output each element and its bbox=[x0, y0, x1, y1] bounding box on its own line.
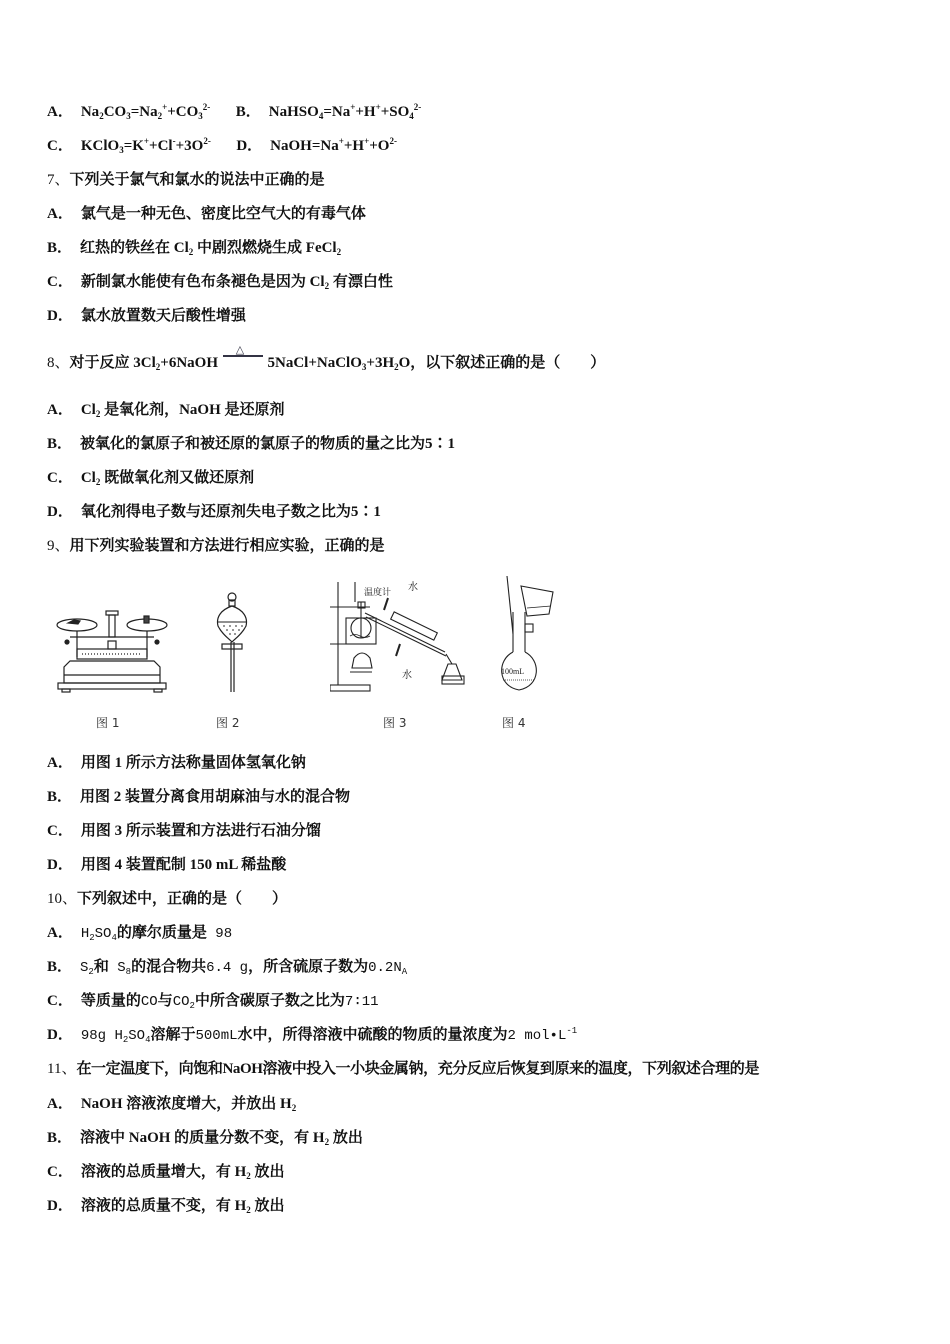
q10-option-d: D． 98g $H_2SO_4$溶解于500mL水中，所得溶液中硫酸的物质的量浓度为2 $mol•L^{-1}$ bbox=[47, 1026, 578, 1045]
q11-option-a: A． NaOH 溶液浓度增大，并放出 $H_2$ bbox=[47, 1096, 297, 1113]
q10-option-c: C． 等质量的CO与$CO_2$中所含碳原子数之比为7∶11 bbox=[47, 993, 379, 1011]
q11-option-c: C． 溶液的总质量增大，有 $H_2$ 放出 bbox=[47, 1164, 285, 1181]
figure-3-caption: 图 3 bbox=[383, 716, 407, 730]
svg-text:温度计: 温度计 bbox=[364, 588, 392, 598]
q8-option-a: A． $Cl_2$ 是氧化剂，NaOH 是还原剂 bbox=[47, 402, 285, 419]
figure-4-caption: 图 4 bbox=[502, 716, 526, 730]
q6-option-c: C． $KClO_3=K^++Cl^-+3O^{2-}$ bbox=[47, 136, 211, 155]
q7-option-b: B． 红热的铁丝在 $Cl_2$ 中剧烈燃烧生成 FeCl$_2$ bbox=[47, 240, 342, 257]
q6-option-d: D． $NaOH=Na^++H^++O^{2-}$ bbox=[236, 136, 397, 154]
q8-option-b: B． 被氧化的氯原子和被还原的氯原子的物质的量之比为5∶1 bbox=[47, 436, 456, 452]
q7-option-a: A． 氯气是一种无色、密度比空气大的有毒气体 bbox=[47, 206, 366, 222]
figure-2-separatory-funnel-icon bbox=[212, 592, 252, 697]
q6-options-row-1 bbox=[47, 102, 421, 122]
figure-4-volumetric-flask-icon bbox=[497, 574, 567, 694]
q9-option-a: A． 用图 1 所示方法称量固体氢氧化钠 bbox=[47, 755, 306, 771]
svg-text:100mL: 100mL bbox=[501, 667, 525, 676]
figure-3-distillation-apparatus-icon bbox=[330, 580, 470, 692]
q7-stem: 7、下列关于氯气和氯水的说法中正确的是 bbox=[47, 172, 325, 188]
q10-stem: 10、下列叙述中，正确的是（ ） bbox=[47, 891, 288, 907]
figure-1-balance-scale-icon bbox=[52, 605, 172, 695]
q9-stem: 9、用下列实验装置和方法进行相应实验，正确的是 bbox=[47, 538, 385, 554]
q11-option-b: B． 溶液中 NaOH 的质量分数不变，有 $H_2$ 放出 bbox=[47, 1130, 363, 1147]
q8-option-c: C． $Cl_2$ 既做氧化剂又做还原剂 bbox=[47, 470, 255, 487]
q11-stem: 11、在一定温度下，向饱和NaOH溶液中投入一小块金属钠，充分反应后恢复到原来的温度，下列叙述合理的是 bbox=[47, 1061, 759, 1077]
figure-1-caption: 图 1 bbox=[96, 716, 120, 730]
figure-2-caption: 图 2 bbox=[216, 716, 240, 730]
q9-option-b: B． 用图 2 装置分离食用胡麻油与水的混合物 bbox=[47, 789, 351, 805]
q8-option-d: D． 氧化剂得电子数与还原剂失电子数之比为5∶1 bbox=[47, 504, 381, 520]
q7-option-d: D． 氯水放置数天后酸性增强 bbox=[47, 308, 246, 324]
q6-options-row-2 bbox=[47, 136, 397, 156]
q9-option-c: C． 用图 3 所示装置和方法进行石油分馏 bbox=[47, 823, 321, 839]
q10-option-a: A． $H_2SO_4$的摩尔质量是 98 bbox=[47, 925, 233, 943]
q9-option-d: D． 用图 4 装置配制 150 mL 稀盐酸 bbox=[47, 857, 287, 873]
heat-delta-icon: △ bbox=[235, 343, 245, 356]
reaction-arrow-heat bbox=[223, 343, 263, 374]
q11-option-d: D． 溶液的总质量不变，有 $H_2$ 放出 bbox=[47, 1198, 285, 1215]
svg-text:水: 水 bbox=[402, 670, 412, 681]
q7-option-c: C． 新制氯水能使有色布条褪色是因为 $Cl_2$ 有漂白性 bbox=[47, 274, 393, 291]
q8-stem: 8、对于反应 $3Cl_2+6NaOH$ △ $5NaCl+NaClO_3+3H_2O$，以下叙述正确的是（ ） bbox=[47, 353, 605, 374]
q6-option-b: B． $NaHSO_4=Na^++H^++SO_4^{2-}$ bbox=[235, 102, 422, 121]
q10-option-b: B． $S_2$和 $S_8$的混合物共6.4 g，所含硫原子数为$0.2N_A$ bbox=[47, 959, 408, 977]
q6-option-a: A． $Na_2CO_3=Na_2^++CO_3^{2-}$ bbox=[47, 102, 211, 121]
svg-text:水: 水 bbox=[408, 582, 418, 593]
